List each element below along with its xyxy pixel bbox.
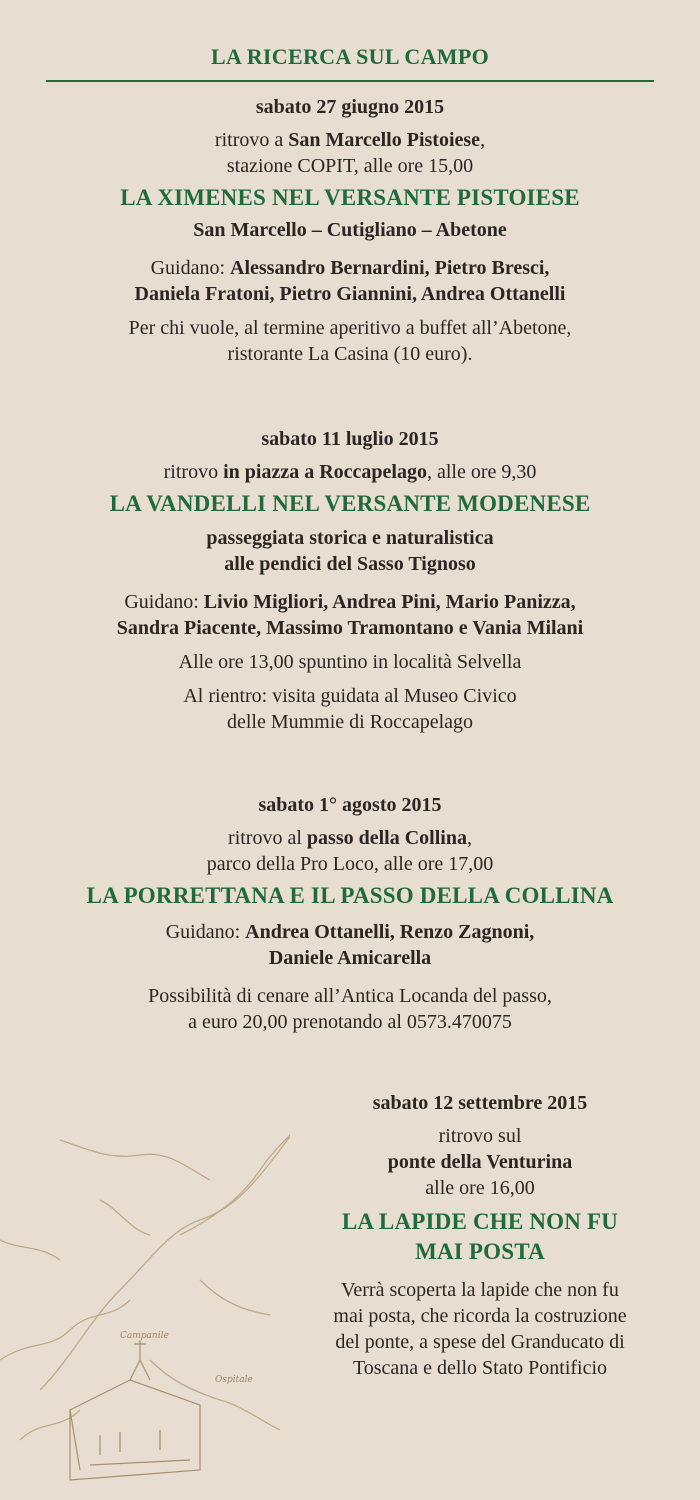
meeting-text: ritrovo a bbox=[214, 129, 289, 151]
meeting-text: , alle ore 9,30 bbox=[426, 461, 537, 483]
old-map-illustration bbox=[0, 1060, 290, 1500]
event-heading: LA VANDELLI NEL VERSANTE MODENESE bbox=[109, 491, 591, 516]
event-date: sabato 12 settembre 2015 bbox=[372, 1092, 588, 1114]
event-note: Toscana e dello Stato Pontificio bbox=[352, 1357, 608, 1379]
event-meeting-time: alle ore 16,00 bbox=[425, 1177, 535, 1199]
event-meeting-time: stazione COPIT, alle ore 15,00 bbox=[226, 155, 474, 177]
guides-label: Guidano: bbox=[150, 257, 230, 279]
event-meeting-time: parco della Pro Loco, alle ore 17,00 bbox=[206, 853, 494, 875]
event-note: del ponte, a spese del Granducato di bbox=[335, 1331, 625, 1353]
event-4 bbox=[270, 1092, 690, 1381]
event-route: San Marcello – Cutigliano – Abetone bbox=[193, 219, 507, 241]
event-meeting bbox=[30, 459, 670, 485]
event-note: ristorante La Casina (10 euro). bbox=[227, 343, 473, 365]
title-divider bbox=[46, 80, 654, 82]
event-guides-names: Daniele Amicarella bbox=[268, 947, 432, 969]
event-2 bbox=[30, 428, 670, 735]
meeting-text: , bbox=[480, 129, 486, 151]
guides-names: Andrea Ottanelli, Renzo Zagnoni, bbox=[245, 921, 535, 943]
event-meeting bbox=[30, 825, 670, 851]
map-label-campanile: Campanile bbox=[120, 1331, 169, 1341]
event-heading: LA PORRETTANA E IL PASSO DELLA COLLINA bbox=[86, 883, 614, 908]
event-date: sabato 27 giugno 2015 bbox=[255, 96, 445, 118]
event-heading: LA XIMENES NEL VERSANTE PISTOIESE bbox=[120, 185, 580, 210]
meeting-place: in piazza a Roccapelago bbox=[223, 461, 427, 483]
event-meeting bbox=[30, 127, 670, 153]
event-subtitle: passeggiata storica e naturalistica bbox=[206, 527, 494, 549]
event-1 bbox=[30, 96, 670, 367]
event-guides-names: Sandra Piacente, Massimo Tramontano e Vania Milani bbox=[116, 617, 584, 639]
event-3 bbox=[30, 794, 670, 1035]
event-note: delle Mummie di Roccapelago bbox=[226, 711, 474, 733]
map-label-ospitale: Ospitale bbox=[215, 1375, 253, 1385]
page-title: LA RICERCA SUL CAMPO bbox=[211, 44, 489, 69]
meeting-text: ritrovo al bbox=[228, 827, 307, 849]
guides-names: Livio Migliori, Andrea Pini, Mario Panizza, bbox=[203, 591, 576, 613]
event-note: Per chi vuole, al termine aperitivo a buffet all’Abetone, bbox=[128, 317, 572, 339]
meeting-place: ponte della Venturina bbox=[387, 1151, 573, 1173]
event-heading: MAI POSTA bbox=[415, 1239, 545, 1264]
meeting-place: San Marcello Pistoiese bbox=[288, 129, 481, 151]
event-note: Verrà scoperta la lapide che non fu bbox=[341, 1279, 619, 1301]
event-date: sabato 1° agosto 2015 bbox=[258, 794, 442, 816]
event-date: sabato 11 luglio 2015 bbox=[261, 428, 439, 450]
event-heading: LA LAPIDE CHE NON FU bbox=[341, 1209, 619, 1234]
page-header bbox=[46, 44, 654, 70]
event-guides bbox=[30, 919, 670, 945]
event-guides bbox=[30, 589, 670, 615]
meeting-place: passo della Collina bbox=[306, 827, 467, 849]
event-subtitle: alle pendici del Sasso Tignoso bbox=[224, 553, 476, 575]
event-guides bbox=[30, 255, 670, 281]
guides-names: Alessandro Bernardini, Pietro Bresci, bbox=[230, 257, 550, 279]
meeting-text: , bbox=[466, 827, 472, 849]
event-note: mai posta, che ricorda la costruzione bbox=[333, 1305, 627, 1327]
event-note: Alle ore 13,00 spuntino in località Selvella bbox=[178, 651, 522, 673]
event-note: a euro 20,00 prenotando al 0573.470075 bbox=[188, 1011, 512, 1033]
event-guides-names: Daniela Fratoni, Pietro Giannini, Andrea Ottanelli bbox=[134, 283, 566, 305]
event-note: Possibilità di cenare all’Antica Locanda del passo, bbox=[148, 985, 552, 1007]
guides-label: Guidano: bbox=[165, 921, 246, 943]
guides-label: Guidano: bbox=[124, 591, 204, 613]
event-note: Al rientro: visita guidata al Museo Civico bbox=[183, 685, 517, 707]
meeting-text: ritrovo bbox=[163, 461, 224, 483]
event-meeting: ritrovo sul bbox=[438, 1125, 522, 1147]
